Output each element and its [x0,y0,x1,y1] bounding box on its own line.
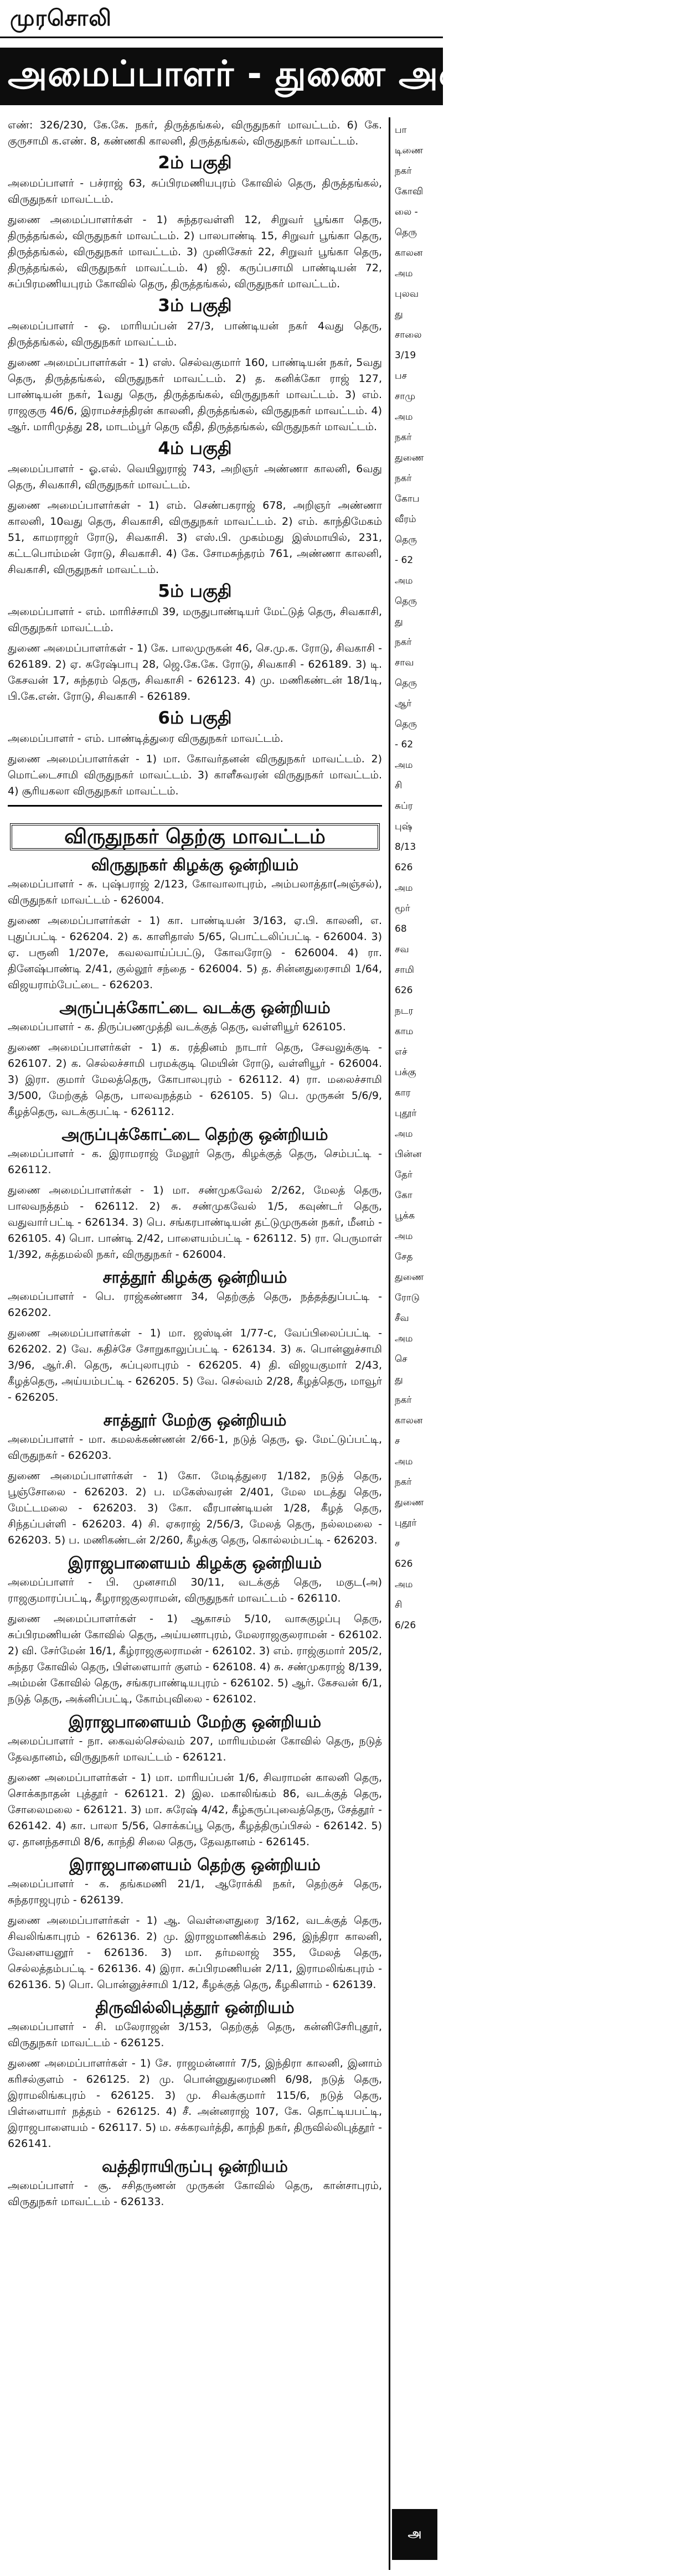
side-text-fragment: புஷ் [395,821,412,832]
side-text-fragment: செ [395,1354,407,1365]
side-text-fragment: நடர [395,1005,414,1016]
section-heading: 2ம் பகுதி [158,153,232,173]
side-text-fragment: பின்ன [395,1149,422,1160]
side-text-fragment: நகர் [395,166,412,177]
side-text-fragment: அம [395,1333,413,1344]
section-heading: இராஜபாளையம் கிழக்கு ஒன்றியம் [68,1553,322,1572]
side-text-fragment: கோ [395,1190,412,1201]
side-text-fragment: நகர் [395,637,412,648]
headline-banner [0,48,681,105]
side-text-fragment: சி [395,1599,403,1610]
section-paragraph: துணை அமைப்பாளர்கள் - 1) கே. பாலமுருகன் 46, செ.மு.க. ரோடு, சிவகாசி - 626189. 2) ஏ. சுரேஷ்பாபு 28, ஜெ.கே.கே. ரோடு, சிவகாசி - 626189. 3) டி. கேசவன் 17, சுந்தரம் தெரு, சிவகாசி - 626123. 4) மு. மணிகண்டன் 18/1டி, பி.கே.என். ரோடு, சிவகாசி - 626189. [8,642,382,703]
side-text-fragment: புலவ [395,288,419,300]
side-text-fragment: சேத [395,1251,413,1262]
side-text-fragment: தெரு [395,227,417,238]
side-text-fragment: டிணை [395,145,424,156]
side-text-fragment: சாவ [395,657,414,668]
section-paragraph: துணை அமைப்பாளர்கள் - 1) எஸ். செல்வகுமார் 160, பாண்டியன் நகர், 5வது தெரு, திருத்தங்கல், விருதுநகர் மாவட்டம். 2) த. கனிக்கோ ராஜ் 127, பாண்டியன் நகர், 1வது தெரு, திருத்தங்கல், விருதுநகர் மாவட்டம். 3) எம். ராஜகுரு 46/6, இராமச்சந்திரன் காலனி, திருத்தங்கல், விருதுநகர் மாவட்டம். 4) ஆர். மாரிமுத்து 28, மாடம்பூர் தெரு வீதி, திருத்தங்கல், விருதுநகர் மாவட்டம். [8,357,382,433]
side-text-fragment: அம [395,1456,413,1467]
section-paragraph: துணை அமைப்பாளர்கள் - 1) ஆகாசம் 5/10, வாசுகுழப்பு தெரு, சுப்பிரமணியன் கோவில் தெரு, அய்யனாபுரம், மேலராஜகுலராமன் - 626102. 2) வி. சேர்மேன் 16/1, கீழ்ராஜகுலராமன் - 626102. 3) எம். ராஜ்குமார் 205/2, சுந்தர கோவில் தெரு, பிள்ளையார் குளம் - 626108. 4) சு. சண்முகராஜ் 8/139, அம்மன் கோவில் தெரு, சங்கரபாண்டியபுரம் - 626102. 5) ஆர். கேசவன் 6/1, நடுத் தெரு, அக்னிப்பட்டி, கோம்புவிலை - 626102. [8,1613,382,1705]
section-paragraph: அமைப்பாளர் - ஒ. மாரியப்பன் 27/3, பாண்டியன் நகர் 4வது தெரு, திருத்தங்கல், விருதுநகர் மாவட்டம். [8,320,382,348]
section-heading: 3ம் பகுதி [158,296,232,316]
section-paragraph: அமைப்பாளர் - பெ. ராஜ்கண்ணா 34, தெற்குத் தெரு, நத்தத்துப்பட்டி - 626202. [8,1290,382,1319]
side-text-fragment: துணை [395,1272,424,1283]
section-paragraph: துணை அமைப்பாளர்கள் - 1) சே. ராஜமன்னார் 7/5, இந்திரா காலனி, இனாம் கரிசல்குளம் - 626125. 2) மு. பொன்னுதுரைமணி 6/98, நடுத் தெரு, இராமலிங்கபுரம் - 626125. 3) மு. சிவக்குமார் 115/6, நடுத் தெரு, பிள்ளையார் நத்தம் - 626125. 4) சீ. அன்னராஜ் 107, கே. தொட்டியபட்டி, இராஜபாளையம் - 626117. 5) ம. சக்கரவர்த்தி, காந்தி நகர், திருவில்லிபுத்தூர் - 626141. [8,2057,382,2150]
section-heading: இராஜபாளையம் மேற்கு ஒன்றியம் [68,1712,322,1731]
side-text-fragment: அம [395,268,413,279]
section-paragraph: துணை அமைப்பாளர்கள் - 1) சுந்தரவள்ளி 12, சிறுவர் பூங்கா தெரு, திருத்தங்கல், விருதுநகர் மாவட்டம். 2) பாலபாண்டி 15, சிறுவர் பூங்கா தெரு, திருத்தங்கல், விருதுநகர் மாவட்டம். 3) முனிசேகர் 22, சிறுவர் பூங்கா தெரு, திருத்தங்கல், விருதுநகர் மாவட்டம். 4) ஜி. கருப்பசாமி பாண்டியன் 72, சுப்பிரமணியபுரம் கோவில் தெரு, திருத்தங்கல், விருதுநகர் மாவட்டம். [8,214,382,290]
side-text-fragment: எச் [395,1046,407,1057]
side-text-fragment: காலன [395,1415,423,1426]
main-column [8,117,382,2214]
side-text-fragment: ச [395,1538,400,1549]
side-text-fragment: பூக்க [395,1210,415,1221]
section-heading: திருவில்லிபுத்தூர் ஒன்றியம் [95,1998,295,2017]
side-text-fragment: மூர் [395,903,410,914]
side-text-fragment: 8/13 [395,842,416,853]
section-heading: அருப்புக்கோட்டை தெற்கு ஒன்றியம் [61,1125,328,1144]
side-text-fragment: தெரு [395,534,417,545]
section-paragraph: அமைப்பாளர் - க. திருப்பணமுத்தி வடக்குத் தெரு, வள்ளியூர் 626105. [8,1021,346,1033]
section-paragraph: அமைப்பாளர் - எம். மாரிச்சாமி 39, மருதுபாண்டியர் மேட்டுத் தெரு, சிவகாசி, விருதுநகர் மாவட்டம். [8,606,382,634]
section-heading: விருதுநகர் கிழக்கு ஒன்றியம் [91,855,299,874]
side-text-fragment: பச [395,370,407,381]
side-text-fragment: ச [395,1436,400,1447]
side-text-fragment: பா [395,125,407,136]
district-title: விருதுநகர் தெற்கு மாவட்டம் [10,823,380,850]
section-paragraph: அமைப்பாளர் - பி. முனசாமி 30/11, வடக்குத் தெரு, மகுட(அ) ராஜகுமாரப்பட்டி, கீழராஜகுலராமன், விருதுநகர் மாவட்டம் - 626110. [8,1576,382,1604]
section-paragraph: அமைப்பாளர் - நா. கைவல்செல்வம் 207, மாரியம்மன் கோவில் தெரு, நடுத் தேவதானம், விருதுநகர் மாவட்டம் - 626121. [8,1735,382,1763]
section-paragraph: துணை அமைப்பாளர்கள் - 1) மா. மாரியப்பன் 1/6, சிவராமன் காலனி தெரு, சொக்கநாதன் புத்தூர் - 626121. 2) இல. மகாலிங்கம் 86, வடக்குத் தெரு, சோலைமலை - 626121. 3) மா. சுரேஷ் 4/42, கீழ்கருப்புவைத்தெரு, சேத்தூர் - 626142. 4) கா. பாலா 5/56, சொக்கப்பூ தெரு, கீழத்திருப்பிசல் - 626142. 5) ஏ. தானந்தசாமி 8/6, காந்தி சிலை தெரு, தேவதானம் - 626145. [8,1772,382,1848]
section-heading: சாத்தூர் மேற்கு ஒன்றியம் [103,1411,287,1429]
side-text-fragment: தெரு [395,719,417,730]
section-paragraph: அமைப்பாளர் - சி. மலேராஜன் 3/153, தெற்குத் தெரு, கன்னிசேரிபுதூர், விருதுநகர் மாவட்டம் - 626125. [8,2021,382,2049]
side-text-fragment: 626 [395,985,413,996]
side-text-fragment: சவ [395,944,409,955]
city-parts [8,155,382,799]
side-footer-box: அ [392,2509,437,2560]
intro-block [8,117,382,149]
paper-name: முரசொலி [10,6,112,31]
side-text-fragment: நகர் [395,432,412,443]
side-text-fragment: கார [395,1087,411,1098]
side-text-fragment: சுப்ர [395,801,413,812]
side-text-fragment: அம [395,411,413,422]
section-paragraph: அமைப்பாளர் - எம். பாண்டித்துரை விருதுநகர் மாவட்டம். [8,732,283,745]
section-heading: 6ம் பகுதி [158,708,232,728]
section-paragraph: அமைப்பாளர் - சூ. சசிதருணன் முருகன் கோவில் தெரு, கான்சாபுரம், விருதுநகர் மாவட்டம் - 626133. [8,2180,382,2208]
section-paragraph: அமைப்பாளர் - சு. புஷ்பராஜ் 2/123, கோவாலாபுரம், அம்பலாத்தா(அஞ்சல்), விருதுநகர் மாவட்டம் - 626004. [8,878,382,906]
side-text-fragment: அம [395,1128,413,1139]
side-text-fragment: நகர் [395,473,412,484]
side-text-fragment: 626 [395,1558,413,1570]
section-paragraph: துணை அமைப்பாளர்கள் - 1) மா. கோவர்தனன் விருதுநகர் மாவட்டம். 2) மொட்டைசாமி விருதுநகர் மாவட்டம். 3) காளீசுவரன் விருதுநகர் மாவட்டம். 4) சூரியகலா விருதுநகர் மாவட்டம். [8,753,382,797]
union-list [8,857,382,2210]
section-paragraph: துணை அமைப்பாளர்கள் - 1) எம். செண்பகராஜ் 678, அறிஞர் அண்ணா காலனி, 10வது தெரு, சிவகாசி, விருதுநகர் மாவட்டம். 2) எம். காந்திமேகம் 51, காமராஜர் ரோடு, சிவகாசி. 3) எஸ்.பி. முகம்மது இஸ்மாயில், 231, கட்டபொம்மன் ரோடு, சிவகாசி. 4) கே. சோமசுந்தரம் 761, அண்ணா காலனி, சிவகாசி, விருதுநகர் மாவட்டம். [8,499,382,576]
side-text-fragment: நகர் [395,1395,412,1406]
section-paragraph: துணை அமைப்பாளர்கள் - 1) ஆ. வெள்ளைதுரை 3/162, வடக்குத் தெரு, சிவலிங்காபுரம் - 626136. 2) மு. இராஜமாணிக்கம் 296, இந்திரா காலனி, வேளையனூர் - 626136. 3) மா. தர்மலாஜ் 355, மேலத் தெரு, செல்லத்தம்பட்டி - 626136. 4) இரா. சுப்பிரமணியன் 2/11, இராமலிங்கபுரம் - 626136. 5) பொ. பொன்னுச்சாமி 1/12, கீழக்குத் தெரு, கீழகிளாம் - 626139. [8,1914,382,1991]
side-text-fragment: வீரம் [395,514,416,525]
side-text-fragment: துணை [395,1497,424,1508]
side-text-fragment: து [395,616,403,627]
side-text-fragment: 6/26 [395,1620,416,1631]
side-text-fragment: ஆர் [395,698,412,709]
district-section [8,805,382,2210]
section-heading: இராஜபாளையம் தெற்கு ஒன்றியம் [69,1855,321,1874]
side-text-fragment: து [395,1374,403,1385]
side-text-fragment: காம [395,1026,414,1037]
side-text-fragment: புதூர் [395,1517,417,1529]
section-paragraph: அமைப்பாளர் - மா. கமலக்கண்ணன் 2/66-1, நடுத் தெரு, ஓ. மேட்டுப்பட்டி, விருதுநகர் - 626203. [8,1433,382,1462]
intro-paragraph: எண்: 326/230, கே.கே. நகர், திருத்தங்கல், விருதுநகர் மாவட்டம். 6) கே. குருசாமி க.எண். 8, கண்ணகி காலனி, திருத்தங்கல், விருதுநகர் மாவட்டம். [8,119,382,147]
section-heading: வத்திராயிருப்பு ஒன்றியம் [101,2157,288,2176]
section-paragraph: அமைப்பாளர் - பச்ராஜ் 63, சுப்பிரமணியபுரம் கோவில் தெரு, திருத்தங்கல், விருதுநகர் மாவட்டம். [8,177,382,205]
section-paragraph: துணை அமைப்பாளர்கள் - 1) க. ரத்தினம் நாடார் தெரு, சேவலுக்குடி - 626107. 2) க. செல்லச்சாமி பரமக்குடி மெயின் ரோடு, வள்ளியூர் - 626004. 3) இரா. குமார் மேலத்தெரு, கோபாலபுரம் - 626112. 4) ரா. மலைச்சாமி 3/500, மேற்குத் தெரு, பாலவநத்தம் - 626105. 5) பெ. முருகன் 5/6/9, கீழத்தெரு, வடக்குபட்டி - 626112. [8,1041,382,1118]
section-paragraph: துணை அமைப்பாளர்கள் - 1) மா. சண்முகவேல் 2/262, மேலத் தெரு, பாலவநத்தம் - 626112. 2) சு. சண்முகவேல் 1/5, கவுண்டர் தெரு, வதுவாா்பட்டி - 626134. 3) பெ. சங்கரபாண்டியன் தட்டுமுருகன் நகர், மீனம் - 626105. 4) பொ. பாண்டி 2/42, பாளையம்பட்டி - 626112. 5) ரா. பெருமாள் 1/392, சுத்தமல்லி நகர், விருதுநகர் - 626004. [8,1184,382,1261]
side-text-fragment: பக்கு [395,1067,416,1078]
masthead [0,0,443,38]
side-text-fragment: அம [395,1579,413,1590]
side-text-fragment: துணை [395,452,424,463]
section-heading: 5ம் பகுதி [158,581,232,601]
section-heading: அருப்புக்கோட்டை வடக்கு ஒன்றியம் [59,998,331,1017]
section-paragraph: அமைப்பாளர் - க. தங்கமணி 21/1, ஆரோக்கி நகர், தெற்குச் தெரு, சுந்தராஜபுரம் - 626139. [8,1878,382,1906]
section-paragraph: அமைப்பாளர் - க. இராமராஜ் மேலூர் தெரு, கிழக்குத் தெரு, செம்பட்டி - 626112. [8,1148,382,1176]
side-text-fragment: - 62 [395,555,414,566]
side-text-fragment: அம [395,1231,413,1242]
section-heading: சாத்தூர் கிழக்கு ஒன்றியம் [102,1268,287,1287]
section-paragraph: அமைப்பாளர் - ஓ.எல். வெயிலுராஜ் 743, அறிஞர் அண்ணா காலனி, 6வது தெரு, சிவகாசி, விருதுநகர் மாவட்டம். [8,463,382,491]
side-text-fragment: தெரு [395,678,417,689]
headline-title: அமைப்பாளர் - துணை அமைப்பாளர்கள் [8,54,681,95]
side-text-fragment: லை - [395,207,418,218]
side-text-fragment: அம [395,760,413,771]
side-text-fragment: ரோடு [395,1292,420,1303]
side-text-fragment: சாலை [395,329,422,340]
side-text-fragment: சாமி [395,964,415,975]
side-text-fragment: து [395,309,403,320]
side-text-fragment: சி [395,780,403,791]
section-paragraph: துணை அமைப்பாளர்கள் - 1) கோ. மேடித்துரை 1/182, நடுத் தெரு, பூஞ்சோலை - 626203. 2) ப. மகேஸ்வரன் 2/401, மேல மடத்து தெரு, மேட்டமலை - 626203. 3) கோ. வீரபாண்டியன் 1/28, கீழத் தெரு, சிந்தப்பள்ளி - 626203. 4) சி. ஏசுராஜ் 2/56/3, மேலத் தெரு, நல்லமலை - 626203. 5) ப. மணிகண்டன் 2/260, கீழக்கு தெரு, கொல்லம்பட்டி - 626203. [8,1470,382,1546]
side-text-fragment: காலன [395,247,423,259]
side-text-fragment: - 62 [395,739,414,750]
section-paragraph: துணை அமைப்பாளர்கள் - 1) கா. பாண்டியன் 3/163, ஏ.பி. காலனி, எ. புதுப்பட்டி - 626204. 2) க. காளிதாஸ் 5/65, பொட்டலிப்பட்டி - 626004. 3) ஏ. பரூனி 1/207e, கவலவாய்ப்பட்டு, கோவரோடு - 626004. 4) ரா. தினேஷ்பாண்டி 2/41, குல்லூர் சந்தை - 626004. 5) த. சின்னதுரைசாமி 1/64, விஜயராம்பேட்டை - 626203. [8,915,382,991]
side-text-fragment: நகர் [395,1477,412,1488]
side-column-fragment [389,117,445,2570]
side-text-fragment: தேர் [395,1169,413,1180]
side-text-fragment: 68 [395,923,407,935]
side-text-fragment: தெரு [395,596,417,607]
section-paragraph: துணை அமைப்பாளர்கள் - 1) மா. ஜஸ்டின் 1/77-c, வேப்பிலைப்பட்டி - 626202. 2) வே. சுதிச்சே சோறுகாலுப்பட்டி - 626134. 3) சு. பொன்னுச்சாமி 3/96, ஆர்.சி. தெரு, சுப்புலாபுரம் - 626205. 4) தி. விஜயகுமார் 2/43, கீழத்தெரு, அய்யம்பட்டி - 626205. 5) வே. செல்வம் 2/28, கீழத்தெரு, மாவூர் - 626205. [8,1327,382,1403]
side-text-fragment: புதூர் [395,1108,417,1119]
side-text-fragment: 626 [395,862,413,873]
side-text-fragment: அம [395,882,413,894]
section-heading: 4ம் பகுதி [158,438,232,458]
side-text-fragment: கோப [395,493,420,504]
side-text-fragment: சாமு [395,391,416,402]
side-text-fragment: 3/19 [395,350,416,361]
side-text-fragment: அம [395,575,413,586]
side-text-fragment: சீவ [395,1313,409,1324]
side-text-fragment: கோவி [395,186,424,197]
